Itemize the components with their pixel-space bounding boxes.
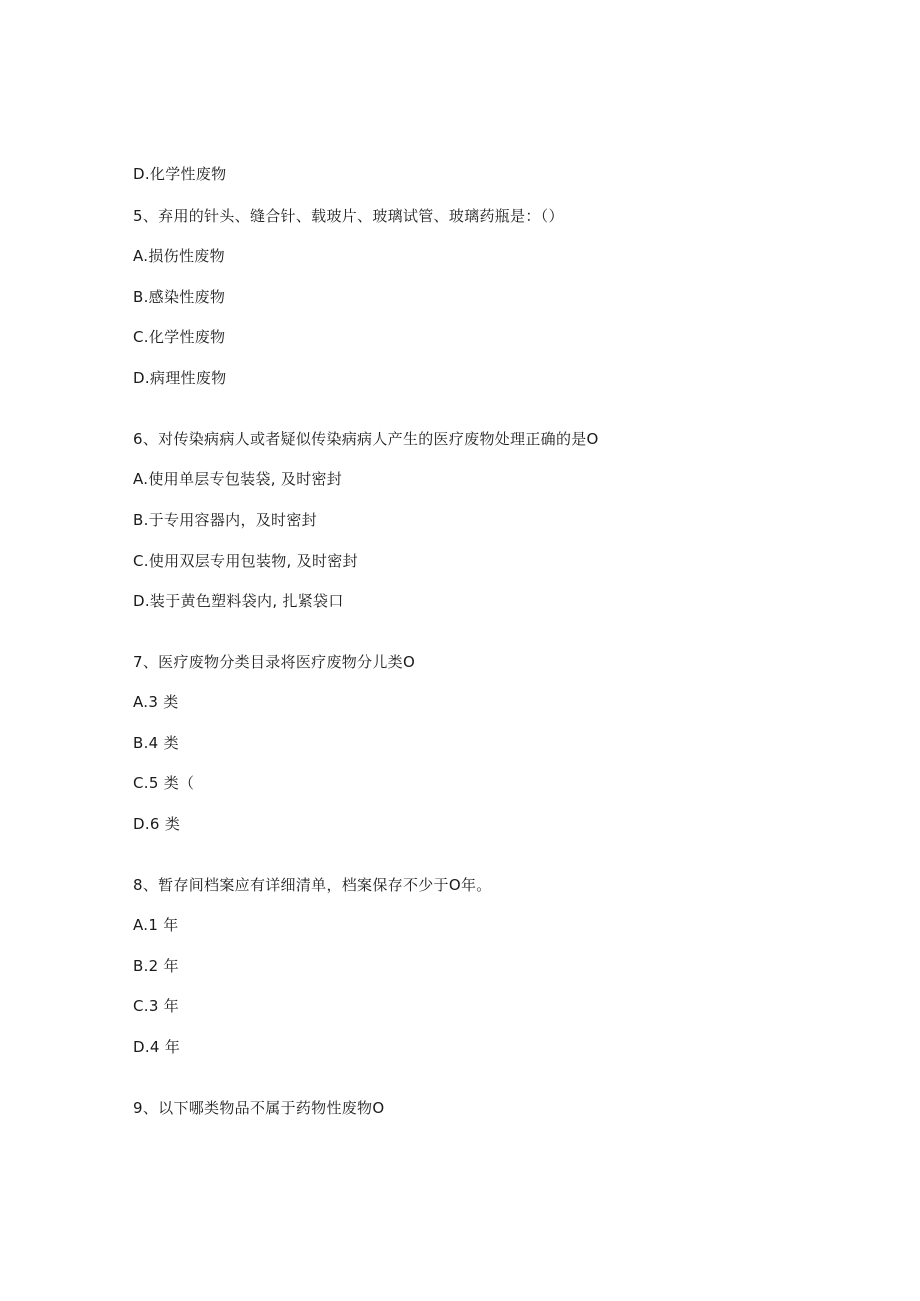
option-6b: B.于专用容器内，及时密封	[133, 511, 317, 529]
option-5b: B.感染性废物	[133, 288, 226, 306]
question-5: 5、弃用的针头、缝合针、载玻片、玻璃试管、玻璃药瓶是：（）	[133, 207, 564, 225]
question-7: 7、医疗废物分类目录将医疗废物分儿类O	[133, 653, 416, 671]
option-8b: B.2 年	[133, 957, 179, 975]
question-6: 6、对传染病病人或者疑似传染病病人产生的医疗废物处理正确的是O	[133, 430, 599, 448]
option-5c: C.化学性废物	[133, 328, 226, 346]
question-9: 9、以下哪类物品不属于药物性废物O	[133, 1099, 385, 1117]
option-8d: D.4 年	[133, 1038, 181, 1056]
question-8: 8、暂存间档案应有详细清单，档案保存不少于O年。	[133, 876, 492, 894]
option-8c: C.3 年	[133, 997, 180, 1015]
option-4d: D.化学性废物	[133, 165, 227, 183]
option-7a: A.3 类	[133, 693, 179, 711]
option-6a: A.使用单层专包装袋, 及时密封	[133, 470, 343, 488]
option-7b: B.4 类	[133, 734, 179, 752]
option-7d: D.6 类	[133, 815, 181, 833]
option-6d: D.装于黄色塑料袋内, 扎紧袋口	[133, 592, 344, 610]
option-5a: A.损伤性废物	[133, 247, 225, 265]
option-6c: C.使用双层专用包装物, 及时密封	[133, 552, 358, 570]
option-8a: A.1 年	[133, 916, 179, 934]
option-5d: D.病理性废物	[133, 369, 227, 387]
option-7c: C.5 类（	[133, 774, 195, 792]
